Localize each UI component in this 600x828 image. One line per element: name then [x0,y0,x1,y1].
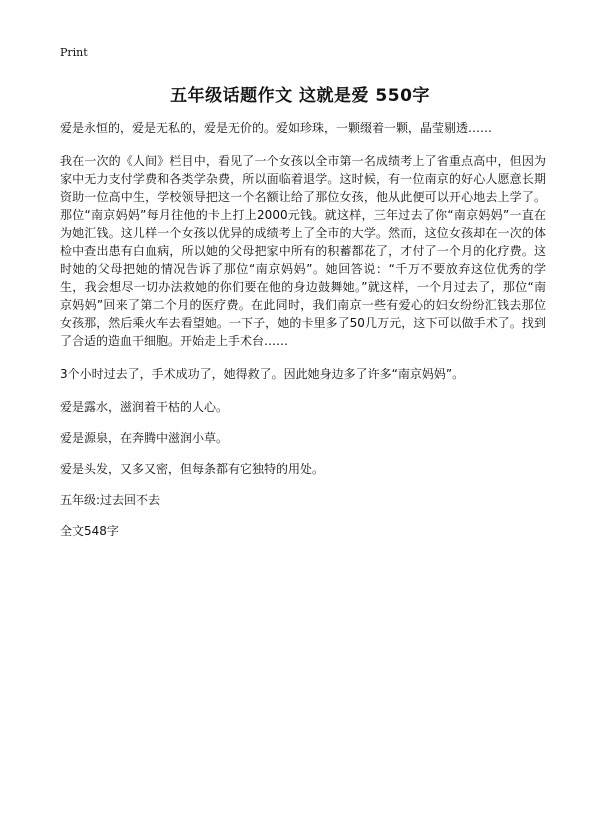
love-dew-paragraph: 爱是露水，滋润着干枯的人心。 [60,400,229,414]
author-line: 五年级:过去回不去 [60,493,161,507]
outcome-paragraph: 3个小时过去了，手术成功了，她得救了。因此她身边多了许多“南京妈妈”。 [60,367,465,381]
love-hair-paragraph: 爱是头发，又多又密，但每条都有它独特的用处。 [60,462,325,476]
intro-paragraph: 爱是永恒的，爱是无私的，爱是无价的。爱如珍珠，一颗缀着一颗，晶莹剔透…… [60,121,493,135]
story-paragraph: 我在一次的《人间》栏目中，看见了一个女孩以全市第一名成绩考上了省重点高中，但因为家中无力支付学费和各类学杂费，所以面临着退学。这时候，有一位南京的好心人愿意长期资助一位高中生，学校领导把这一个名额让给了那位女孩，他从此便可以开心地去上学了。那位“南京妈妈”每月往他的卡上打上2000元钱。就这样，三年过去了你“南京妈妈”一直在为她汇钱。这儿样一个女孩以优异的成绩考上了全市的大学。然而，这位女孩却在一次的体检中查出患有白血病，所以她的父母把家中所有的积蓄都花了，才付了一个月的化疗费。这时她的父母把她的情况告诉了那位“南京妈妈”。她回答说：“千万不要放弃这位优秀的学生，我会想尽一切办法救她的你们要在他的身边鼓舞她。”就这样，一个月过去了，那位“南京妈妈”回来了第二个月的医疗费。在此同时，我们南京一些有爱心的妇女纷纷汇钱去那位女孩那，然后乘火车去看望她。一下子，她的卡里多了50几万元，这下可以做手术了。找到了合适的造血干细胞。开始走上手术台…… [60,154,546,348]
article-title: 五年级话题作文 这就是爱 550字 [170,86,430,106]
print-link[interactable]: Print [60,46,88,59]
article-body [60,119,546,555]
word-count-line: 全文548字 [60,524,119,538]
love-spring-paragraph: 爱是源泉，在奔腾中滋润小草。 [60,431,229,445]
